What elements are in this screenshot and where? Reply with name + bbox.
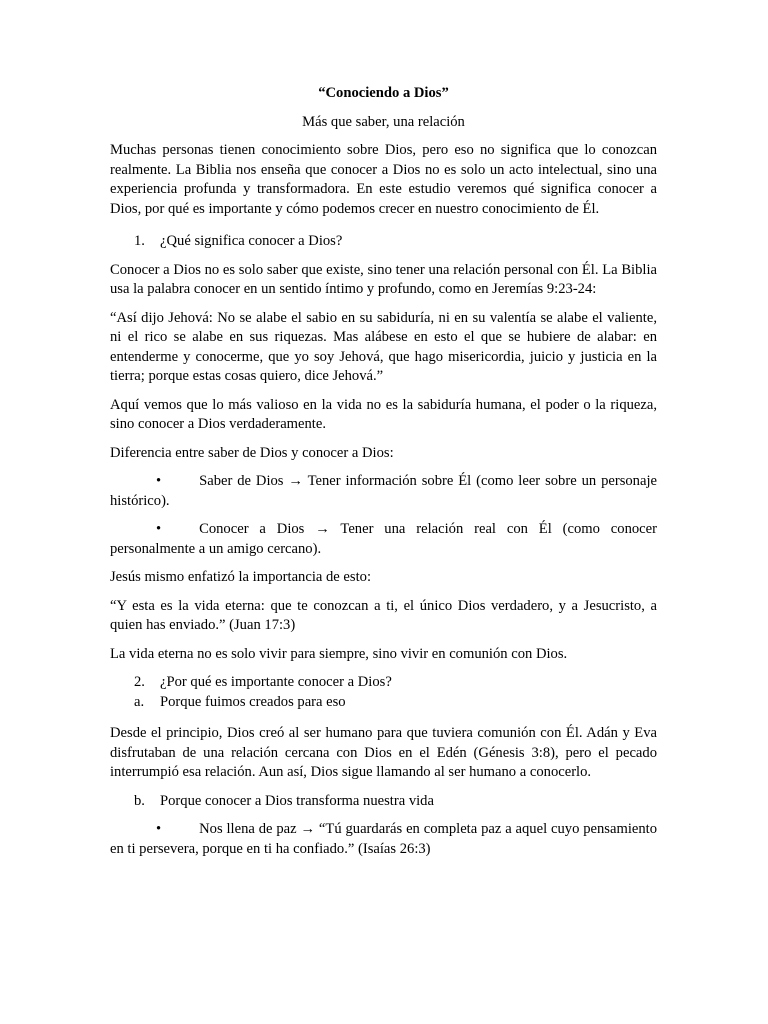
intro-paragraph: Muchas personas tienen conocimiento sobre Dios, pero eso no significa que lo conozcan realmente. La Biblia nos enseña que conocer a Dios no es solo un acto intelectual, sino una experiencia profunda y transformadora. En este estudio veremos qué significa conocer a Dios, por qué es importante y cómo podemos crecer en nuestro conocimiento de Él.: [110, 142, 657, 217]
list-marker: a.: [134, 693, 145, 710]
bullet-mark: •: [156, 821, 162, 837]
document-title: “Conociendo a Dios”: [318, 85, 449, 101]
scripture-quote-juan: “Y esta es la vida eterna: que te conozcan a ti, el único Dios verdadero, y a Jesucristo, a quien has enviado.” (Juan 17:3): [110, 597, 657, 633]
subsection-b-heading-text: Porque conocer a Dios transforma nuestra vida: [160, 792, 434, 809]
bullet-item: [110, 472, 657, 511]
section-1-paragraph-3: Diferencia entre saber de Dios y conocer a Dios:: [110, 444, 394, 461]
section-2-heading-text: ¿Por qué es importante conocer a Dios?: [160, 674, 392, 690]
bullet-item: [110, 520, 657, 559]
section-1-paragraph-5: La vida eterna no es solo vivir para siempre, sino vivir en comunión con Dios.: [110, 645, 568, 662]
subsection-a-paragraph: Desde el principio, Dios creó al ser humano para que tuviera comunión con Él. Adán y Eva disfrutaban de una relación cercana con Dios en el Edén (Génesis 3:8), pero el pecado interrumpió esa relación. Aun así, Dios sigue llamando al ser humano a conocerlo.: [110, 725, 657, 780]
bullet-mark: •: [156, 521, 162, 537]
bullet-item: [110, 820, 657, 859]
bullet-text: Conocer a Dios → Tener una relación real con Él (como conocer personalmente a un amigo cercano).: [110, 521, 657, 557]
section-2-heading: [110, 673, 657, 693]
section-1-paragraph-4: Jesús mismo enfatizó la importancia de esto:: [110, 569, 371, 585]
list-marker: b.: [134, 792, 145, 809]
list-marker: 1.: [134, 233, 145, 249]
subsection-b-heading: [110, 792, 657, 812]
bullet-text: Nos llena de paz → “Tú guardarás en completa paz a aquel cuyo pensamiento en ti persevera, porque en ti ha confiado.” (Isaías 26:3): [110, 821, 657, 857]
section-1-paragraph-1: Conocer a Dios no es solo saber que existe, sino tener una relación personal con Él. La Biblia usa la palabra conocer en un sentido íntimo y profundo, como en Jeremías 9:23-24:: [110, 261, 657, 297]
subsection-a-heading-text: Porque fuimos creados para eso: [160, 693, 346, 710]
section-1-heading-text: ¿Qué significa conocer a Dios?: [160, 233, 343, 249]
document-body: [110, 84, 657, 859]
scripture-quote-jeremias: “Así dijo Jehová: No se alabe el sabio en su sabiduría, ni en su valentía se alabe el valiente, ni el rico se alabe en sus riquezas. Mas alábese en esto el que se hubiere de alabar: en entenderme y conocerme, que yo soy Jehová, que hago misericordia, juicio y justicia en la tierra; porque estas cosas quiero, dice Jehová.”: [110, 309, 657, 384]
bullet-mark: •: [156, 473, 162, 489]
bullet-text: Saber de Dios → Tener información sobre Él (como leer sobre un personaje histórico).: [110, 473, 657, 509]
list-marker: 2.: [134, 674, 145, 690]
section-1-heading: [110, 232, 657, 252]
document-subtitle: Más que saber, una relación: [302, 113, 465, 130]
subsection-a-heading: [110, 693, 657, 713]
section-1-paragraph-2: Aquí vemos que lo más valioso en la vida no es la sabiduría humana, el poder o la riqueza, sino conocer a Dios verdaderamente.: [110, 396, 657, 432]
